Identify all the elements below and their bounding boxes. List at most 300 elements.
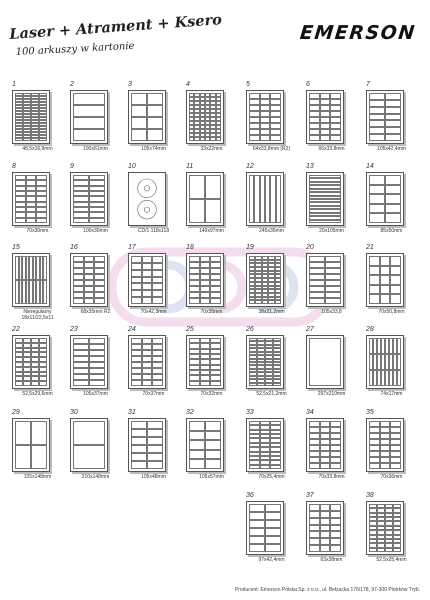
template-size: 70x42,3mm — [140, 309, 167, 315]
template-size: 105x48mm — [141, 474, 166, 480]
template-size: 52,5x21,2mm — [256, 391, 287, 397]
label-cell — [142, 290, 153, 297]
label-sheet — [128, 253, 166, 307]
label-cell — [320, 545, 331, 552]
label-cell — [205, 431, 221, 441]
label-cell — [369, 275, 380, 285]
label-cell — [369, 107, 385, 114]
label-cell — [369, 213, 385, 223]
label-cell — [131, 283, 142, 290]
label-cell — [330, 518, 341, 525]
template-size: 105x148mm — [23, 474, 52, 480]
label-cell — [309, 463, 320, 469]
template-size: 38x21,2mm — [258, 309, 285, 315]
label-cell — [309, 135, 320, 141]
label-cell — [131, 421, 147, 429]
template-number: 30 — [70, 409, 78, 416]
label-cell — [131, 290, 142, 297]
label-cell — [369, 204, 385, 214]
label-template-3 — [126, 82, 181, 172]
label-cell — [249, 465, 260, 469]
label-cell — [152, 290, 163, 297]
label-template-1 — [10, 82, 65, 172]
label-cell — [147, 453, 163, 461]
label-cell — [385, 120, 401, 127]
template-number: 28 — [366, 326, 374, 333]
label-cell — [330, 463, 341, 469]
template-number: 36 — [246, 492, 254, 499]
label-cell — [131, 445, 147, 453]
template-size: 210x148mm — [81, 474, 110, 480]
label-cell — [142, 283, 153, 290]
label-cell — [73, 421, 105, 445]
label-cell — [369, 114, 385, 121]
label-cell — [309, 518, 320, 525]
label-sheet — [70, 253, 108, 307]
label-template-34 — [304, 410, 359, 500]
label-cell — [152, 297, 163, 304]
template-number: 3 — [128, 81, 132, 88]
template-number: 27 — [306, 326, 314, 333]
label-template-9 — [68, 164, 123, 254]
label-cell — [210, 381, 221, 386]
label-sheet — [70, 418, 108, 472]
label-cell — [270, 135, 281, 141]
label-template-2 — [68, 82, 123, 172]
template-number: 32 — [186, 409, 194, 416]
label-cell — [131, 93, 147, 105]
label-cell — [200, 298, 211, 304]
label-cell — [369, 548, 377, 552]
label-cell — [257, 383, 265, 386]
label-cell — [249, 512, 265, 520]
label-cell — [189, 421, 205, 431]
template-number: 22 — [12, 326, 20, 333]
label-cell — [249, 135, 260, 141]
template-size: Nieregularny 18x11/22,5x11 — [21, 309, 54, 321]
label-cell — [147, 461, 163, 469]
template-number: 5 — [246, 81, 250, 88]
label-sheet — [366, 335, 404, 389]
template-size: 105x37mm — [83, 391, 108, 397]
label-cell — [152, 256, 163, 263]
template-number: 13 — [306, 163, 314, 170]
template-size: 70x37mm — [142, 391, 165, 397]
template-number: 11 — [186, 163, 194, 170]
template-number: 17 — [128, 244, 136, 251]
label-cell — [73, 129, 105, 141]
label-cell — [131, 105, 147, 117]
label-template-26 — [244, 327, 299, 417]
label-cell — [189, 298, 200, 304]
label-cell — [380, 266, 391, 276]
label-template-33 — [244, 410, 299, 500]
template-size: 297x210mm — [317, 391, 346, 397]
label-cell — [385, 213, 401, 223]
label-template-29 — [10, 410, 65, 500]
label-cell — [26, 218, 37, 223]
label-cell — [393, 548, 401, 552]
label-sheet — [366, 418, 404, 472]
template-number: 10 — [128, 163, 136, 170]
label-template-14 — [364, 164, 419, 254]
template-number: 14 — [366, 163, 374, 170]
label-template-21 — [364, 245, 419, 335]
label-template-23 — [68, 327, 123, 417]
label-cell — [189, 381, 200, 386]
label-cell — [43, 256, 47, 280]
template-size: 68x35mm R2 — [80, 309, 111, 315]
label-cell — [249, 528, 265, 536]
label-cell — [369, 127, 385, 134]
template-number: 38 — [366, 492, 374, 499]
label-cell — [36, 218, 47, 223]
label-cell — [189, 440, 205, 450]
label-cell — [369, 194, 385, 204]
label-template-36 — [244, 493, 299, 583]
template-size: 70x33,8mm — [318, 474, 345, 480]
label-cell — [330, 531, 341, 538]
label-template-5 — [244, 82, 299, 172]
label-sheet — [12, 253, 50, 307]
template-number: 23 — [70, 326, 78, 333]
template-number: 29 — [12, 409, 20, 416]
footer-producer: Producent: Emerson Polska Sp. z o.o., ul. Bełzacka 176/178, 97-300 Piotrków Tryb. — [234, 587, 420, 593]
template-number: 4 — [186, 81, 190, 88]
template-number: 18 — [186, 244, 194, 251]
label-cell — [385, 127, 401, 134]
label-sheet — [246, 335, 284, 389]
label-cell — [380, 275, 391, 285]
label-sheet — [366, 253, 404, 307]
label-cell — [189, 175, 205, 199]
label-cell — [275, 300, 281, 304]
label-sheet — [12, 90, 50, 144]
label-sheet — [186, 172, 224, 226]
template-size: 70x32mm — [200, 391, 223, 397]
label-cell — [147, 421, 163, 429]
label-cell — [265, 520, 281, 528]
template-number: 12 — [246, 163, 254, 170]
label-cell — [189, 450, 205, 460]
label-template-22 — [10, 327, 65, 417]
label-sheet — [306, 90, 344, 144]
label-template-4 — [184, 82, 239, 172]
label-cell — [89, 218, 105, 223]
label-cell — [385, 134, 401, 141]
label-template-19 — [244, 245, 299, 335]
label-cell — [39, 138, 47, 141]
template-number: 9 — [70, 163, 74, 170]
label-cell — [142, 263, 153, 270]
label-cell — [142, 270, 153, 277]
label-cell — [73, 93, 105, 105]
label-template-17 — [126, 245, 181, 335]
label-sheet — [366, 501, 404, 555]
template-size: 140x97mm — [199, 228, 224, 234]
label-cell — [385, 204, 401, 214]
template-size: CD/1 118x118 — [137, 228, 170, 234]
template-size: 105x57mm — [199, 474, 224, 480]
label-cell — [369, 93, 385, 100]
label-template-6 — [304, 82, 359, 172]
label-cell — [309, 504, 320, 511]
label-cell — [330, 545, 341, 552]
label-sheet — [246, 501, 284, 555]
label-cell — [205, 175, 221, 199]
label-template-12 — [244, 164, 299, 254]
label-cell — [320, 511, 331, 518]
label-cell — [369, 266, 380, 276]
template-number: 31 — [128, 409, 136, 416]
label-cell — [385, 107, 401, 114]
template-number: 7 — [366, 81, 370, 88]
label-sheet — [70, 90, 108, 144]
label-cell — [249, 544, 265, 552]
label-cell — [320, 531, 331, 538]
template-number: 37 — [306, 492, 314, 499]
label-cell — [369, 185, 385, 195]
template-size: 52,5x29,6mm — [22, 391, 53, 397]
template-size: 66x33,8mm — [318, 146, 345, 152]
label-sheet — [186, 253, 224, 307]
label-cell — [309, 525, 320, 532]
label-cell — [385, 100, 401, 107]
label-template-27 — [304, 327, 359, 417]
label-cell — [205, 459, 221, 469]
label-template-8 — [10, 164, 65, 254]
subline: 100 arkuszy w kartonie — [15, 40, 135, 58]
header-titles — [8, 11, 223, 58]
template-number: 2 — [70, 81, 74, 88]
label-cell — [385, 114, 401, 121]
label-cell — [320, 135, 331, 141]
label-cell — [131, 297, 142, 304]
label-cell — [84, 298, 95, 304]
label-sheet — [306, 172, 344, 226]
label-cell — [131, 277, 142, 284]
label-cell — [73, 105, 105, 117]
template-number: 26 — [246, 326, 254, 333]
label-cell — [377, 548, 385, 552]
label-sheet — [12, 172, 50, 226]
template-size: 105x42,4mm — [377, 146, 406, 152]
label-template-32 — [184, 410, 239, 500]
label-cell — [43, 280, 47, 304]
label-template-18 — [184, 245, 239, 335]
template-size: 70x25,4mm — [258, 474, 285, 480]
label-cell — [320, 518, 331, 525]
label-template-16 — [68, 245, 123, 335]
template-number: 34 — [306, 409, 314, 416]
label-cell — [390, 294, 401, 304]
label-cell — [369, 285, 380, 295]
label-cell — [380, 463, 391, 469]
label-cell — [152, 283, 163, 290]
template-size: 70x36mm — [380, 474, 403, 480]
label-template-35 — [364, 410, 419, 500]
label-cell — [265, 536, 281, 544]
label-cell — [309, 338, 341, 386]
label-cell — [73, 445, 105, 469]
label-cell — [385, 185, 401, 195]
label-cell — [142, 277, 153, 284]
label-cell — [73, 117, 105, 129]
label-sheet — [186, 90, 224, 144]
label-cell — [131, 453, 147, 461]
label-cell — [397, 354, 401, 370]
label-cell — [390, 256, 401, 266]
label-cell — [369, 100, 385, 107]
label-cell — [23, 381, 31, 386]
label-cell — [330, 135, 341, 141]
label-cell — [131, 256, 142, 263]
label-cell — [390, 285, 401, 295]
label-cell — [265, 544, 281, 552]
label-template-20 — [304, 245, 359, 335]
label-cell — [152, 263, 163, 270]
label-sheet — [186, 418, 224, 472]
label-cell — [320, 538, 331, 545]
label-cell — [390, 463, 401, 469]
label-cell — [320, 463, 331, 469]
label-cell — [325, 298, 341, 304]
template-size: 105x33,8 — [321, 309, 342, 315]
template-size: 100x30mm — [83, 228, 108, 234]
label-cell — [31, 381, 39, 386]
label-cell — [385, 175, 401, 185]
label-cell — [330, 538, 341, 545]
label-template-28 — [364, 327, 419, 417]
label-template-37 — [304, 493, 359, 583]
label-cell — [152, 277, 163, 284]
brand-logo: EMERSON — [299, 22, 418, 44]
label-cell — [147, 429, 163, 437]
label-cell — [131, 270, 142, 277]
template-number: 33 — [246, 409, 254, 416]
label-cell — [131, 461, 147, 469]
label-cell — [205, 421, 221, 431]
label-cell — [369, 120, 385, 127]
label-cell — [260, 135, 271, 141]
label-cell — [147, 105, 163, 117]
label-cell — [15, 218, 26, 223]
label-cell — [249, 383, 257, 386]
template-number: 16 — [70, 244, 78, 251]
label-cell — [369, 463, 380, 469]
template-number: 24 — [128, 326, 136, 333]
label-cell — [152, 380, 163, 386]
label-cell — [276, 175, 281, 223]
label-sheet — [246, 418, 284, 472]
label-sheet — [12, 335, 50, 389]
label-template-11 — [184, 164, 239, 254]
template-size: 105x74mm — [141, 146, 166, 152]
label-cell — [131, 437, 147, 445]
label-cell — [216, 137, 221, 141]
label-cell — [73, 218, 89, 223]
label-sheet — [306, 253, 344, 307]
label-template-25 — [184, 327, 239, 417]
label-cell — [309, 511, 320, 518]
template-size: 52,5x25,4mm — [376, 557, 407, 563]
label-cell — [330, 525, 341, 532]
label-cell — [249, 536, 265, 544]
label-cell — [320, 525, 331, 532]
template-number: 20 — [306, 244, 314, 251]
label-cell — [147, 129, 163, 141]
template-number: 1 — [12, 81, 16, 88]
label-cell — [205, 440, 221, 450]
label-cell — [205, 199, 221, 223]
template-number: 25 — [186, 326, 194, 333]
label-cell — [397, 338, 401, 354]
label-cell — [397, 370, 401, 386]
headline: Laser + Atrament + Ksero — [8, 11, 223, 43]
label-cell — [142, 380, 153, 386]
label-cell — [23, 138, 31, 141]
label-cell — [15, 138, 23, 141]
label-cell — [94, 298, 105, 304]
label-cell — [147, 93, 163, 105]
label-sheet — [366, 90, 404, 144]
template-number: 35 — [366, 409, 374, 416]
template-number: 6 — [306, 81, 310, 88]
label-cell — [147, 437, 163, 445]
label-cell — [152, 270, 163, 277]
label-cell — [390, 266, 401, 276]
label-cell — [260, 465, 271, 469]
label-cell — [249, 504, 265, 512]
label-cell — [320, 504, 331, 511]
label-cell — [31, 421, 47, 445]
label-cell — [131, 263, 142, 270]
label-cell — [330, 511, 341, 518]
label-sheet — [70, 335, 108, 389]
label-sheet — [128, 90, 166, 144]
label-cell — [73, 298, 84, 304]
label-cell — [15, 421, 31, 445]
label-cell — [73, 380, 89, 386]
label-template-38 — [364, 493, 419, 583]
template-number: 8 — [12, 163, 16, 170]
template-size: 97x42,4mm — [258, 557, 285, 563]
label-cell — [147, 445, 163, 453]
template-number: 21 — [366, 244, 374, 251]
label-cell — [380, 285, 391, 295]
label-cell — [309, 531, 320, 538]
label-cell — [330, 504, 341, 511]
label-cell — [270, 465, 281, 469]
template-size: 33x22mm — [200, 146, 223, 152]
label-cell — [131, 117, 147, 129]
template-size: 70x50,8mm — [378, 309, 405, 315]
label-cell — [265, 383, 273, 386]
template-number: 19 — [246, 244, 254, 251]
label-sheet — [128, 335, 166, 389]
label-sheet — [306, 335, 344, 389]
label-template-31 — [126, 410, 181, 500]
label-cell — [385, 548, 393, 552]
label-sheet — [128, 418, 166, 472]
label-cell — [390, 275, 401, 285]
label-sheet — [128, 172, 166, 226]
label-cell — [131, 429, 147, 437]
template-size: 190x61mm — [83, 146, 108, 152]
label-cell — [147, 117, 163, 129]
label-cell — [309, 220, 341, 223]
label-cell — [369, 294, 380, 304]
